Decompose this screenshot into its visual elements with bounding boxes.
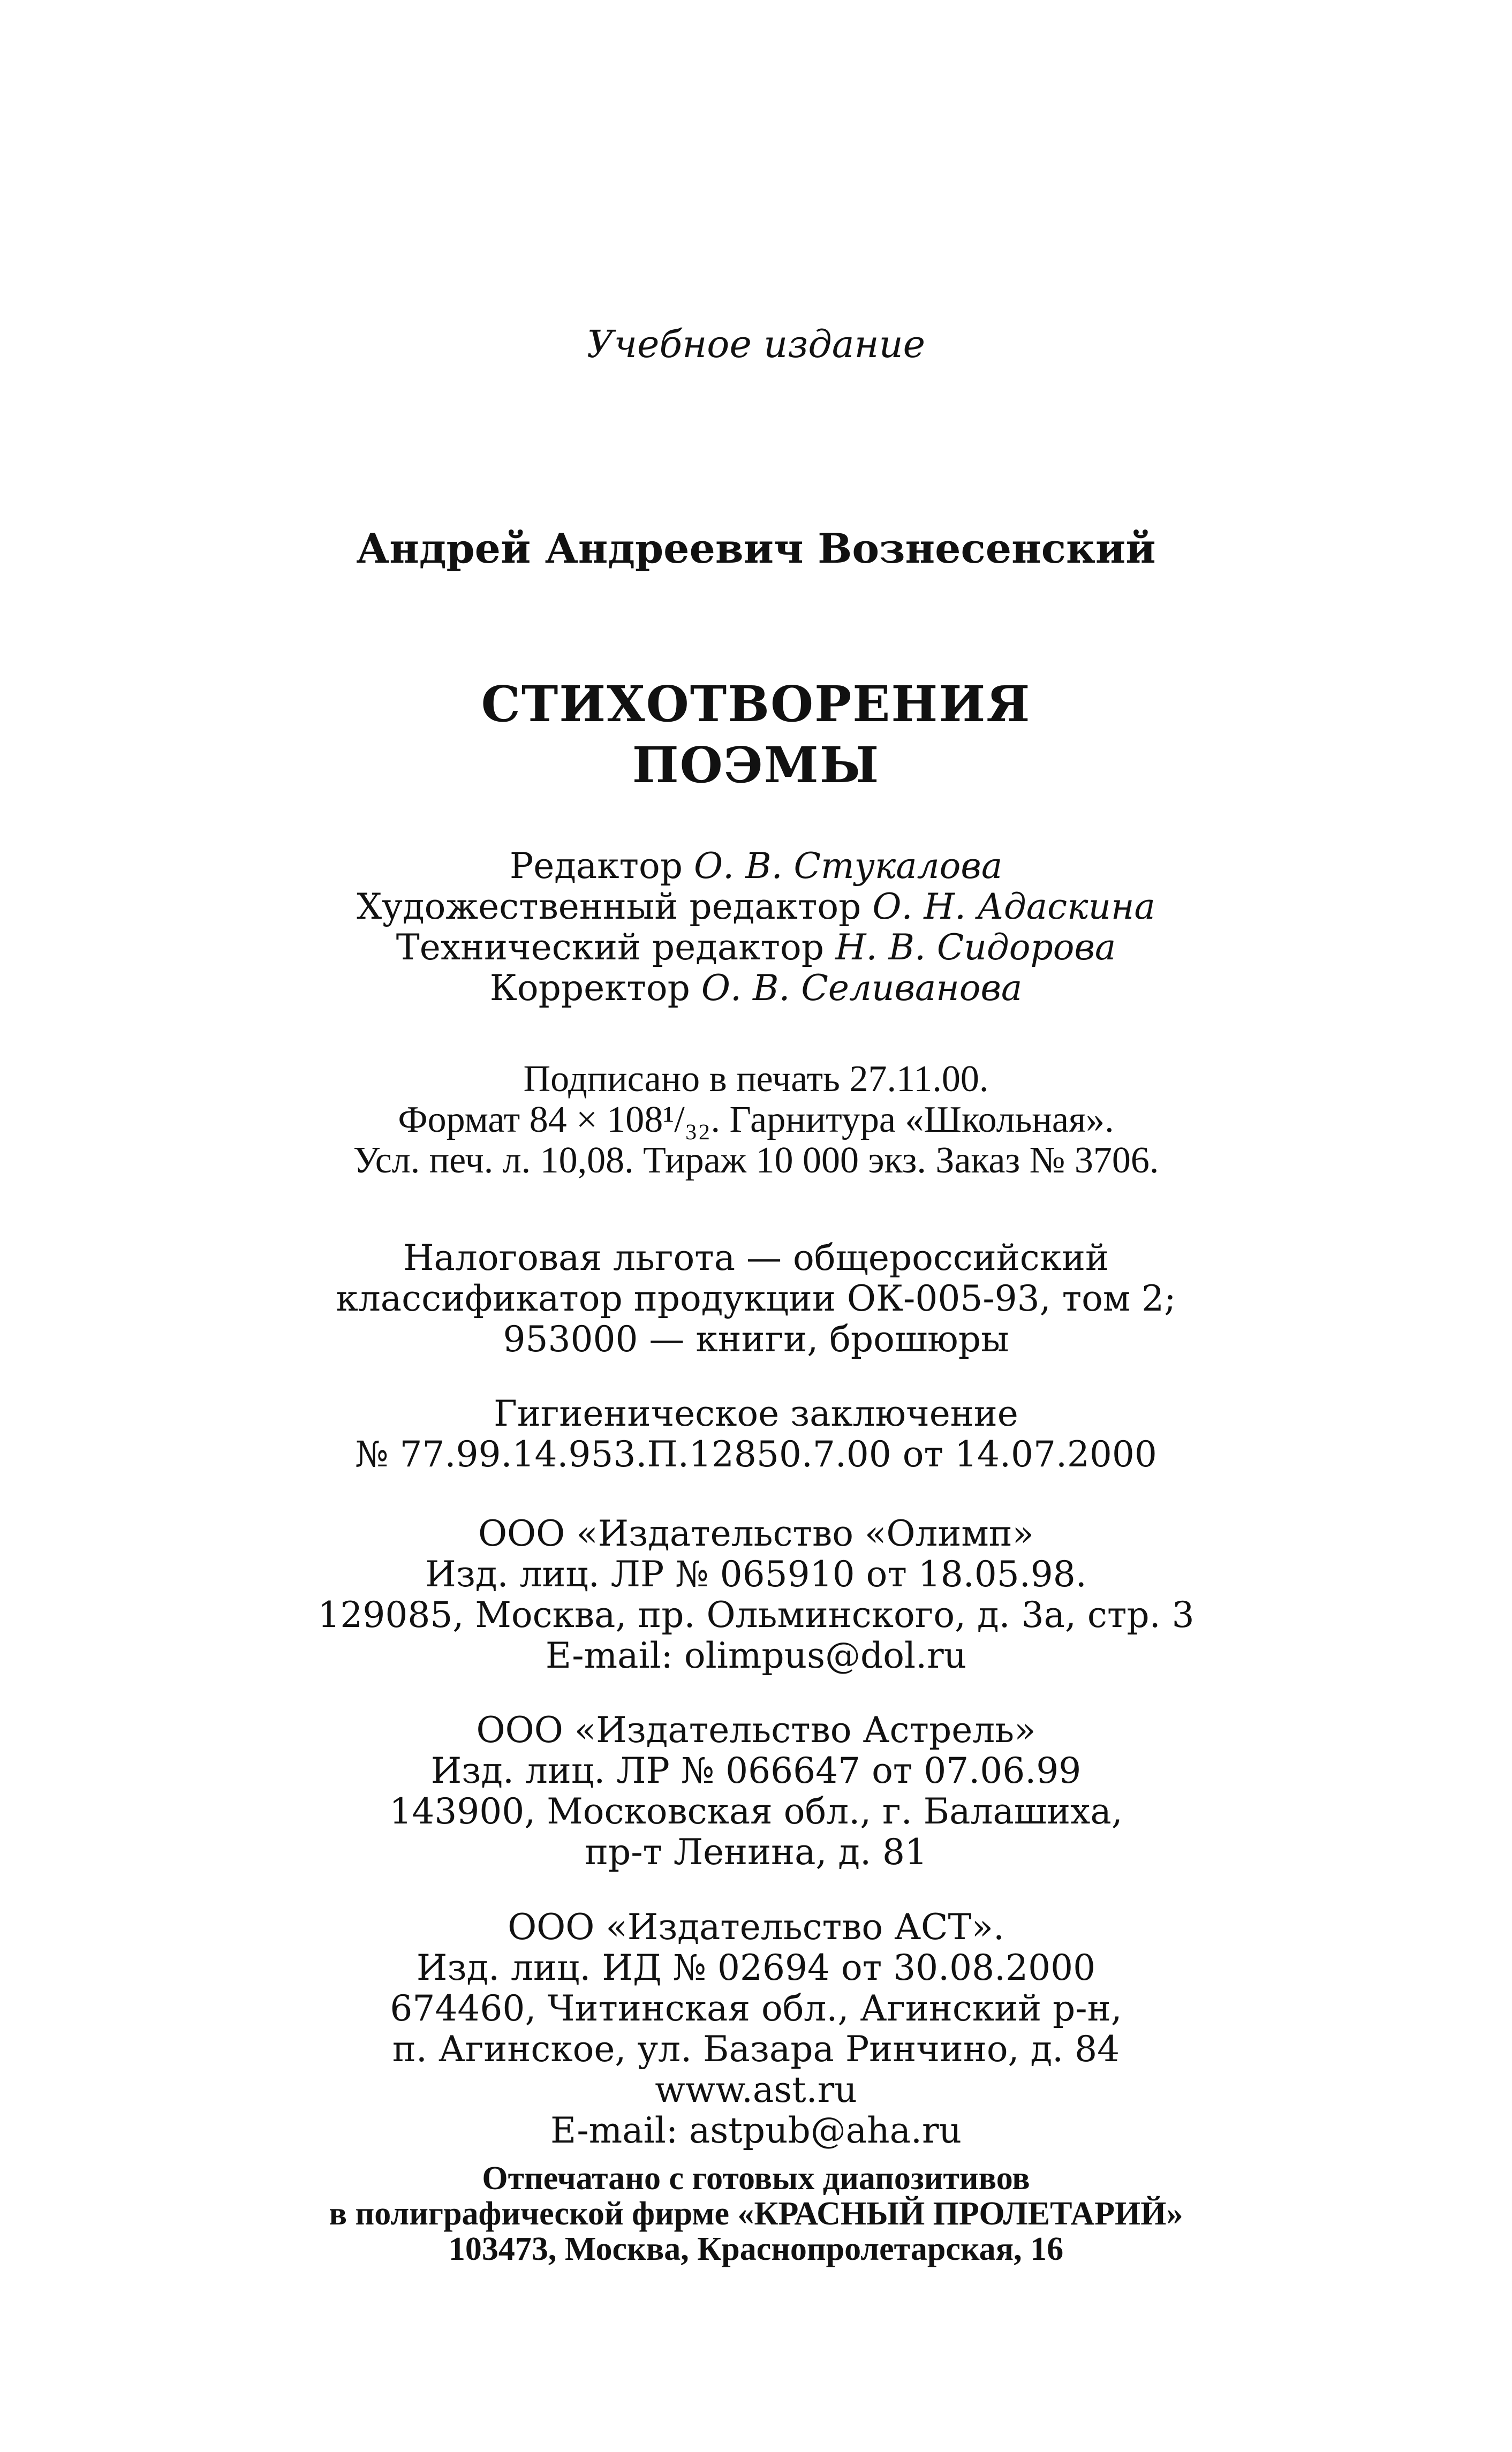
staff-person: Н. В. Сидорова <box>835 927 1116 968</box>
publisher-astrel <box>0 1710 1512 1873</box>
printer-info <box>0 2161 1512 2267</box>
publisher-line: Изд. лиц. ЛР № 066647 от 07.06.99 <box>430 1750 1082 1791</box>
publisher-line: Изд. лиц. ЛР № 065910 от 18.05.98. <box>425 1554 1087 1595</box>
tax-line: классификатор продукции ОК-005-93, том 2; <box>336 1278 1176 1319</box>
printer-line: Отпечатано с готовых диапозитивов <box>482 2160 1030 2197</box>
publisher-line: пр-т Ленина, д. 81 <box>584 1832 928 1873</box>
hygiene-line: Гигиеническое заключение <box>494 1393 1018 1434</box>
print-line: Формат 84 × 108¹/₃₂. Гарнитура «Школьная». <box>398 1099 1114 1140</box>
title-line: СТИХОТВОРЕНИЯ <box>481 675 1031 733</box>
staff-person: О. В. Селиванова <box>701 967 1023 1009</box>
publisher-line: ООО «Издательство АСТ». <box>508 1906 1004 1948</box>
author-block <box>0 525 1512 573</box>
publisher-email: E-mail: astpub@aha.ru <box>550 2110 962 2151</box>
print-details <box>0 1059 1512 1181</box>
staff-role: Корректор <box>489 967 690 1009</box>
staff-line <box>0 887 1512 927</box>
print-line: Подписано в печать 27.11.00. <box>523 1058 989 1100</box>
tax-info <box>0 1238 1512 1360</box>
edition-type: Учебное издание <box>586 322 926 366</box>
publisher-line: Изд. лиц. ИД № 02694 от 30.08.2000 <box>416 1947 1096 1988</box>
tax-line: Налоговая льгота — общероссийский <box>403 1237 1109 1278</box>
title-line: ПОЭМЫ <box>632 736 880 794</box>
printer-line: 103473, Москва, Краснопролетарская, 16 <box>448 2231 1064 2267</box>
author-name: Андрей Андреевич Вознесенский <box>356 525 1156 572</box>
print-line: Усл. печ. л. 10,08. Тираж 10 000 экз. Заказ № 3706. <box>353 1140 1159 1181</box>
staff-role: Редактор <box>509 845 683 887</box>
edition-type-block <box>0 323 1512 366</box>
hygiene-line: № 77.99.14.953.П.12850.7.00 от 14.07.2000 <box>355 1434 1157 1475</box>
staff-role: Технический редактор <box>396 927 824 968</box>
publisher-email: E-mail: olimpus@dol.ru <box>545 1635 967 1676</box>
publisher-ast <box>0 1907 1512 2151</box>
publisher-line: 129085, Москва, пр. Ольминского, д. 3а, стр. 3 <box>317 1594 1195 1636</box>
tax-line: 953000 — книги, брошюры <box>503 1319 1009 1360</box>
publisher-line: 143900, Московская обл., г. Балашиха, <box>389 1791 1123 1832</box>
staff-line <box>0 968 1512 1009</box>
publisher-line: п. Агинское, ул. Базара Ринчино, д. 84 <box>392 2029 1120 2070</box>
staff-credits <box>0 846 1512 1009</box>
staff-person: О. В. Стукалова <box>694 845 1003 887</box>
printer-line: в полиграфической фирме «КРАСНЫЙ ПРОЛЕТАРИЙ» <box>329 2196 1183 2232</box>
staff-role: Художественный редактор <box>357 886 861 927</box>
hygiene-certificate <box>0 1394 1512 1475</box>
book-title <box>0 673 1512 796</box>
publisher-line: ООО «Издательство Астрель» <box>476 1709 1036 1751</box>
staff-line <box>0 927 1512 968</box>
staff-person: О. Н. Адаскина <box>872 886 1155 927</box>
publisher-line: 674460, Читинская обл., Агинский р-н, <box>390 1988 1122 2029</box>
publisher-line: ООО «Издательство «Олимп» <box>478 1513 1034 1554</box>
publisher-olimp <box>0 1513 1512 1676</box>
publisher-website: www.ast.ru <box>655 2069 857 2110</box>
staff-line <box>0 846 1512 887</box>
